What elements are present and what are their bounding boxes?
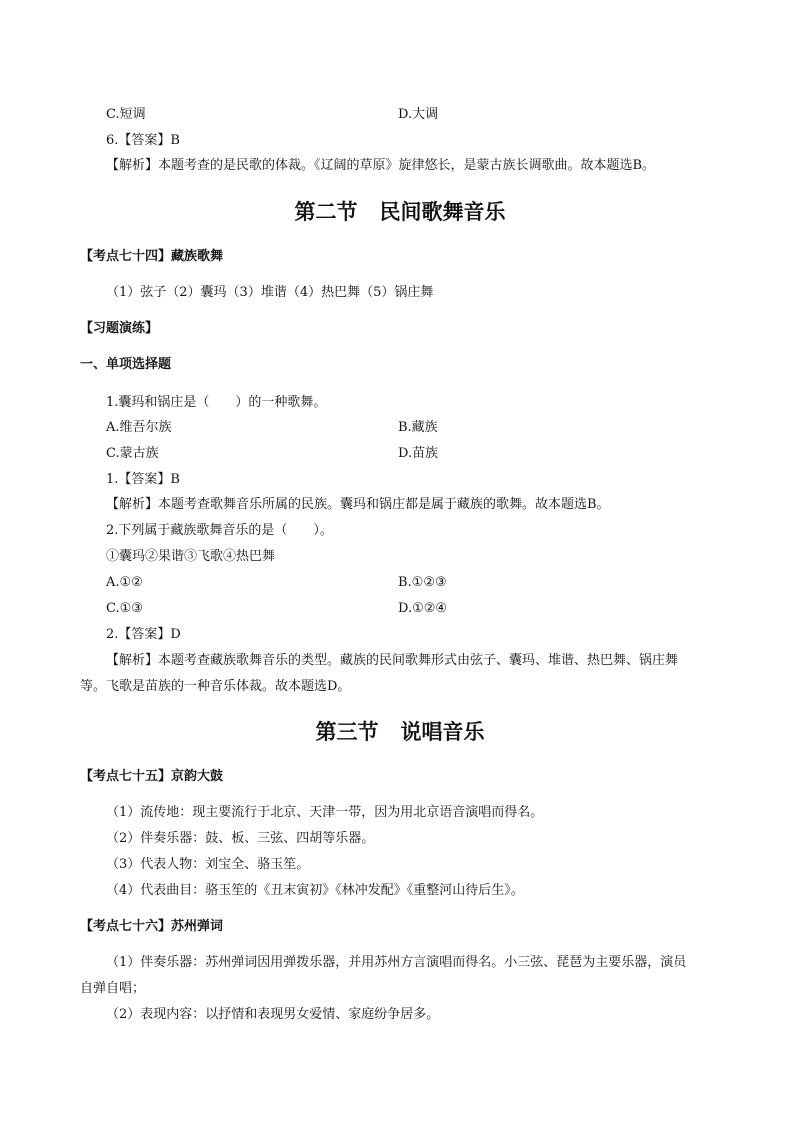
prev-explanation: 【解析】本题考查的是民歌的体裁。《辽阔的草原》旋律悠长，是蒙古族长调歌曲。故本题选B。 [106,158,656,173]
section-2-number: 第二节 [294,200,358,224]
section-2-title [0,198,800,226]
q1-option-c: C.蒙古族 [106,446,159,461]
q2-option-a: A.①② [106,575,143,590]
q2-explanation-line-1: 【解析】本题考查藏族歌舞音乐的类型。藏族的民间歌舞形式由弦子、囊玛、堆谐、热巴舞、锅庄舞 [106,653,679,668]
knowledge-point-74: 【考点七十四】藏族歌舞 [80,249,224,264]
q2-option-d: D.①②④ [398,601,448,616]
q1-option-d: D.苗族 [398,446,439,461]
q1-answer: 1.【答案】B [106,472,180,487]
question-type-heading: 一、单项选择题 [80,357,172,372]
q2-stem: 2.下列属于藏族歌舞音乐的是（ ）。 [106,523,333,538]
kp75-line-3: （3）代表人物：刘宝全、骆玉笙。 [106,857,310,872]
q1-option-a: A.维吾尔族 [106,420,172,435]
q2-option-c: C.①③ [106,601,143,616]
section-3-title [0,718,800,746]
knowledge-point-76: 【考点七十六】苏州弹词 [80,919,224,934]
kp76-line-1a: （1）伴奏乐器：苏州弹词因用弹拨乐器，并用苏州方言演唱而得名。小三弦、琵琶为主要乐器，演员 [106,955,687,970]
q2-explanation-line-2: 等。飞歌是苗族的一种音乐体裁。故本题选D。 [80,679,351,694]
knowledge-point-75: 【考点七十五】京韵大鼓 [80,769,224,784]
section-3-name: 说唱音乐 [400,720,485,744]
q1-option-b: B.藏族 [398,420,438,435]
kp74-items: （1）弦子（2）囊玛（3）堆谐（4）热巴舞（5）锅庄舞 [106,285,434,300]
kp75-line-4: （4）代表曲目：骆玉笙的《丑末寅初》《林冲发配》《重整河山待后生》。 [106,883,524,898]
prev-answer: 6.【答案】B [106,133,180,148]
kp76-line-1b: 自弹自唱； [80,981,146,996]
kp75-line-2: （2）伴奏乐器：鼓、板、三弦、四胡等乐器。 [106,831,375,846]
q1-explanation: 【解析】本题考查歌舞音乐所属的民族。囊玛和锅庄都是属于藏族的歌舞。故本题选B。 [106,497,610,512]
q1-stem: 1.囊玛和锅庄是（ ）的一种歌舞。 [106,395,327,410]
q2-answer: 2.【答案】D [106,627,181,642]
section-3-number: 第三节 [315,720,379,744]
kp75-line-1: （1）流传地：现主要流行于北京、天津一带，因为用北京语音演唱而得名。 [106,805,544,820]
section-2-name: 民间歌舞音乐 [379,200,506,224]
prev-option-c: C.短调 [106,107,146,122]
prev-option-d: D.大调 [398,107,439,122]
practice-heading: 【习题演练】 [80,321,159,336]
kp76-line-2: （2）表现内容：以抒情和表现男女爱情、家庭纷争居多。 [106,1007,440,1022]
q2-items: ①囊玛②果谐③飞歌④热巴舞 [106,549,276,564]
q2-option-b: B.①②③ [398,575,447,590]
